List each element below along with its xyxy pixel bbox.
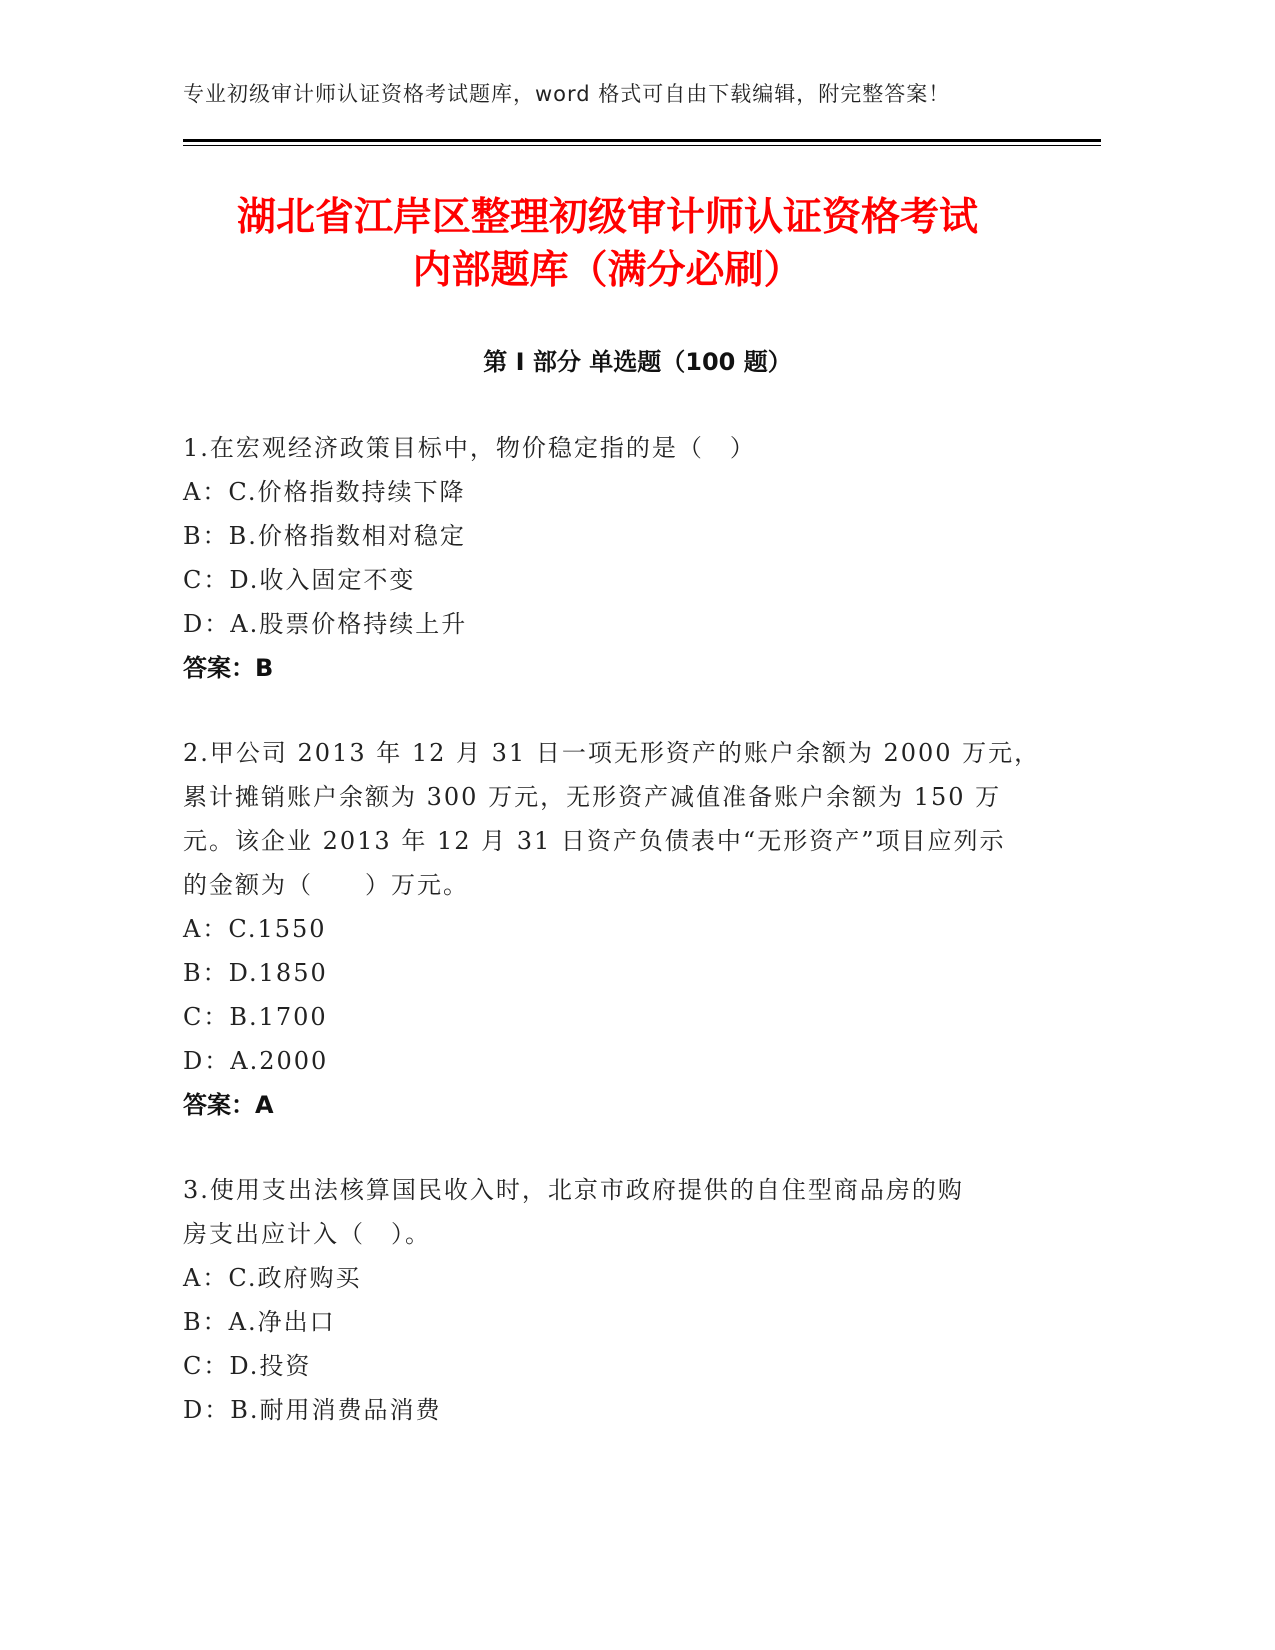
header-note: 专业初级审计师认证资格考试题库，word 格式可自由下载编辑，附完整答案！ [183,82,951,106]
header-rule-thick [183,139,1101,142]
question-1-option-b: B：B.价格指数相对稳定 [183,522,466,550]
question-3-option-c: C：D.投资 [183,1352,312,1380]
question-3-option-b: B：A.净出口 [183,1308,336,1336]
question-3-stem-line-2: 房支出应计入（ ）。 [183,1220,431,1248]
question-2-answer: 答案：A [183,1091,274,1119]
question-2-stem-line-1: 2.甲公司 2013 年 12 月 31 日一项无形资产的账户余额为 2000 万元， [183,739,1041,767]
question-3-option-d: D：B.耐用消费品消费 [183,1396,442,1424]
question-2-option-c: C：B.1700 [183,1003,328,1031]
question-2-stem-line-4: 的金额为（ ）万元。 [183,871,469,899]
question-1-option-d: D：A.股票价格持续上升 [183,610,468,638]
question-3-stem-line-1: 3.使用支出法核算国民收入时，北京市政府提供的自住型商品房的购 [183,1176,964,1204]
question-2-option-a: A：C.1550 [183,915,327,943]
question-1-option-c: C：D.收入固定不变 [183,566,416,594]
question-3-option-a: A：C.政府购买 [183,1264,362,1292]
question-2-option-d: D：A.2000 [183,1047,329,1075]
question-1-stem-line-1: 1.在宏观经济政策目标中，物价稳定指的是（ ） [183,434,756,462]
document-title-line-2: 内部题库（满分必刷） [412,248,803,293]
question-2-option-b: B：D.1850 [183,959,328,987]
question-1-answer: 答案：B [183,654,274,682]
question-2-stem-line-3: 元。该企业 2013 年 12 月 31 日资产负债表中“无形资产”项目应列示 [183,827,1006,855]
section-title: 第 I 部分 单选题（100 题） [483,348,792,376]
header-rule-thin [183,145,1101,146]
question-2-stem-line-2: 累计摊销账户余额为 300 万元，无形资产减值准备账户余额为 150 万 [183,783,1002,811]
document-title-line-1: 湖北省江岸区整理初级审计师认证资格考试 [236,195,978,240]
question-1-option-a: A：C.价格指数持续下降 [183,478,466,506]
